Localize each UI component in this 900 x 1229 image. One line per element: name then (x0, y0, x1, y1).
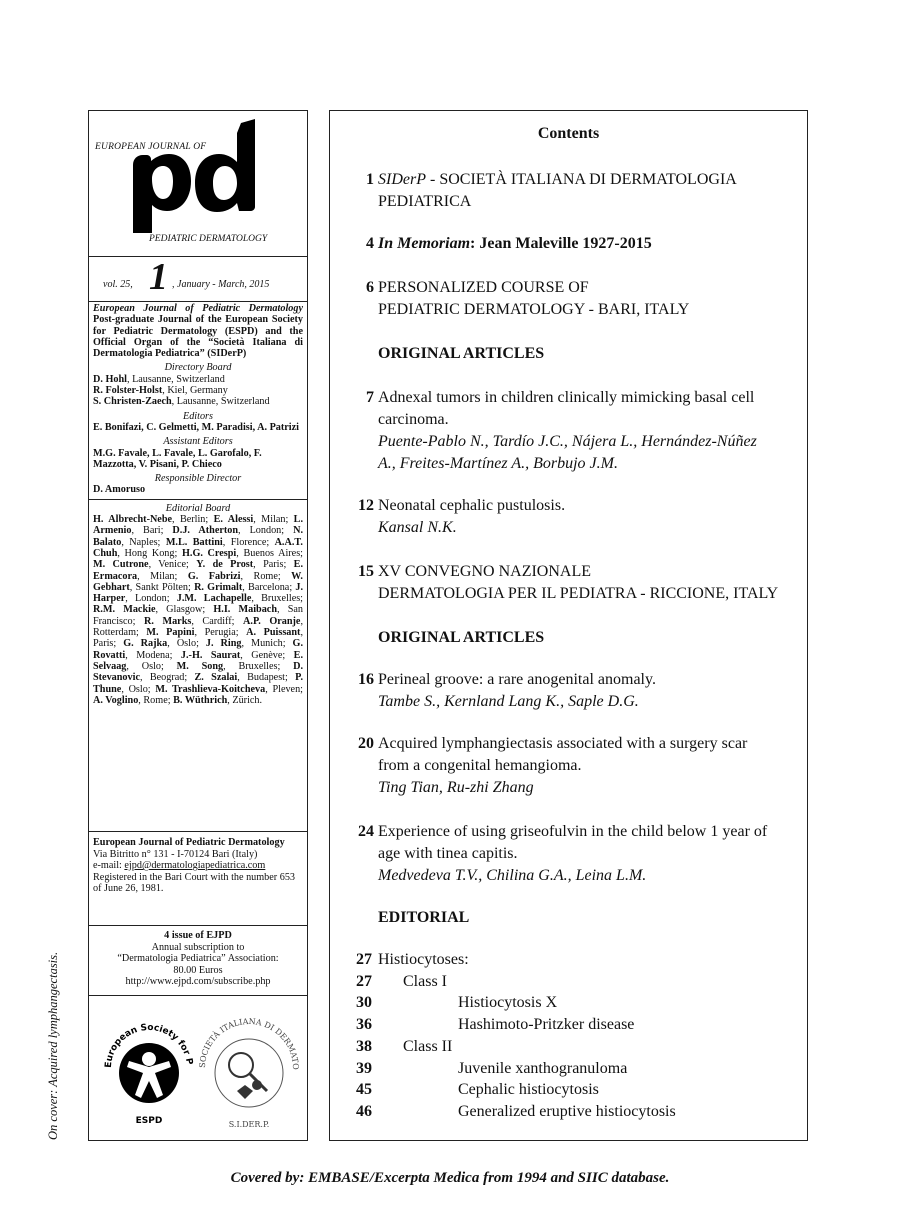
directory-board-header: Directory Board (164, 362, 232, 374)
editorial-board-member: H. Albrecht-Nebe (93, 514, 173, 526)
editorial-board-header: Editorial Board (165, 502, 231, 514)
index-entry[interactable]: Histiocytoses: (378, 951, 469, 968)
index-page-number: 27 (356, 951, 372, 968)
editorial-board-city: , Bari; (131, 525, 173, 537)
directory-board-list (93, 374, 303, 408)
editorial-board (89, 303, 307, 706)
entry-title: Neonatal cephalic pustulosis. Kansal N.K. (378, 495, 798, 539)
editorial-board-city: , Oslo; (167, 638, 206, 650)
svg-text:S.I.DER.P.: S.I.DER.P. (228, 1120, 270, 1129)
editorial-board-city: , Hong Kong; (117, 547, 182, 559)
index-entry[interactable]: Class I (403, 972, 447, 990)
contents-title: Contents (537, 125, 600, 142)
index-page-number: 27 (356, 972, 372, 990)
page-number: 20 (358, 735, 374, 752)
issue-number: 1 (149, 256, 168, 298)
editorial-board-member: H.I. Maibach (213, 604, 277, 616)
page-number: 15 (358, 563, 374, 580)
publisher-email-line: e-mail: ejpd@dermatologiapediatrica.com (93, 860, 266, 872)
editorial-board-city: , Oslo; (126, 660, 177, 672)
publisher-info (89, 833, 307, 899)
editorial-board-member: M. Cutrone (93, 559, 149, 571)
editorial-board-member: E. Ermacora (93, 559, 303, 582)
editorial-board-member: R.M. Mackie (93, 604, 156, 616)
editorial-board-city: , Perugia; (194, 627, 247, 639)
editorial-board-city: , Buenos Aires; (236, 547, 303, 559)
editorial-board-list (93, 514, 303, 706)
cover-note: On cover: Acquired lymphangectasis. (46, 951, 60, 1140)
editorial-board-city: , Modena; (125, 649, 181, 661)
editorial-board-city: , Munich; (241, 638, 293, 650)
index-entry[interactable]: Generalized eruptive histiocytosis (458, 1102, 676, 1120)
page-number: 4 (366, 235, 374, 252)
editorial-board-city: , Paris; (253, 559, 294, 571)
pd-logo-icon (127, 119, 257, 237)
svg-text:SOCIETÀ ITALIANA DI DERMATOLOG: SOCIETÀ ITALIANA DI DERMATO (197, 1016, 301, 1070)
editorial-board-member: E. Alessi (213, 514, 254, 526)
editorial-board-member: R. Marks (144, 615, 192, 627)
page-number: 1 (366, 171, 374, 188)
editorial-board-member: J. Ring (205, 638, 242, 650)
espd-logo-icon (89, 995, 194, 1126)
subscription-line1: Annual subscription to (151, 941, 245, 953)
editorial-board-member: Y. de Prost (196, 559, 254, 571)
subscription-price: 80.00 Euros (173, 964, 223, 976)
index-page-number: 46 (356, 1102, 372, 1120)
subscription-title: 4 issue of EJPD (164, 930, 232, 941)
editorial-board-city: , Budapest; (237, 672, 296, 684)
editorial-board-member: G. Fabrizi (187, 570, 241, 582)
entry-title: Experience of using griseofulvin in the child below 1 year of age with tinea capitis. Medvedeva T.V., Chilina G.A., Leina L.M. (378, 821, 798, 887)
subscription-url[interactable]: http://www.ejpd.com/subscribe.php (125, 976, 271, 988)
publisher-email-link[interactable]: ejpd@dermatologiapediatrica.com (124, 860, 266, 872)
editorial-board-city: , Rotterdam; (93, 615, 304, 639)
contents-panel: Contents 1 SIDerP - SOCIETÀ ITALIANA DI DERMATOLOGIA PEDIATRICA 4 In Memoriam: Jean Maleville 1927-2015 6 PERSONALIZED COURSE OF PEDIATRIC DERMATOLOGY - BARI, ITALY ORIGINAL ARTICLES 7 Adnexal tumors in children clinically mimicking basal cell carcinoma. Puente-Pablo N., Tardío J.C., Nájera L., Hernández-Núñez A., Freites-Martínez A., Borbujo J.M. 12 Neonatal cephalic pustulosis. Kansal N.K. 15 XV CONVEGNO NAZIONALE DERMATOLOGIA PER IL PEDIATRA - RICCIONE, ITALY ORIGINAL ARTICLES 16 Perineal groove: a rare anogenital anomaly. Tambe S., Kernland Lang K., Saple D.G. 20 Acquired lymphangiectasis associated with a surgery scar from a congenital hemangioma. Ting Tian, Ru-zhi Zhang 24 Experience of using griseofulvin in the child below 1 year of age with tinea capitis. Medvedeva T.V., Chilina G.A., Leina L.M. EDITORIAL 27 Histiocytoses: 27 Class I 30 Histiocytosis X 36 Hashimoto-Pritzker disease 38 Class II 39 Juvenile xanthogranuloma 45 Cephalic histiocytosis 46 Generalized eruptive histiocytosis (329, 110, 808, 1141)
editorial-board-city: , San Francisco; (93, 604, 303, 627)
index-entry[interactable]: Hashimoto-Pritzker disease (458, 1016, 635, 1034)
volume-label: vol. 25, (103, 279, 133, 290)
index-entry[interactable]: Juvenile xanthogranuloma (458, 1059, 628, 1077)
subscription-line2: “Dermatologia Pediatrica” Association: (117, 953, 279, 965)
editorial-board-city: , Genève; (240, 649, 294, 661)
index-page-number: 39 (356, 1059, 372, 1077)
editors-header: Editors (182, 410, 213, 422)
index-entry[interactable]: Cephalic histiocytosis (458, 1081, 599, 1099)
page-number: 6 (366, 279, 374, 296)
editorial-board-city: , Milan; (137, 570, 188, 582)
editorial-board-member: N. Balato (93, 525, 304, 548)
editorial-board-member: J.-H. Saurat (180, 649, 241, 661)
editorial-board-member: L. Armenio (93, 514, 304, 537)
editorial-board-member: J.M. Lachapelle (176, 593, 252, 605)
volume-line (89, 257, 307, 299)
directory-board-member: R. Folster-Holst, Kiel, Germany (93, 385, 228, 397)
editorial-board-member: M. Trashlieva-Koitcheva (155, 683, 266, 695)
entry-title: Acquired lymphangiectasis associated with a surgery scar from a congenital hemangioma. Ting Tian, Ru-zhi Zhang (378, 733, 798, 799)
svg-text:ESPD: ESPD (135, 1116, 163, 1126)
page-number: 16 (358, 671, 374, 688)
editorial-board-city: , Cardiff; (191, 615, 244, 627)
entry-title: Adnexal tumors in children clinically mimicking basal cell carcinoma. Puente-Pablo N., Tardío J.C., Nájera L., Hernández-Núñez A., Freites-Martínez A., Borbujo J.M. (378, 387, 798, 475)
directory-board-member: S. Christen-Zaech, Lausanne, Switzerland (93, 396, 270, 408)
entry-title: XV CONVEGNO NAZIONALE DERMATOLOGIA PER IL PEDIATRA - RICCIONE, ITALY (378, 563, 779, 602)
journal-description: European Journal of Pediatric Dermatology Post-graduate Journal of the European Society for Pediatric Dermatology (ESPD) and the Official Organ of the “Società Italiana di Dermatologia Pediatrica” (SIDerP) (93, 303, 303, 360)
index-page-number: 45 (356, 1081, 372, 1099)
editorial-board-member: B. Wüthrich (173, 694, 228, 706)
divider (89, 831, 307, 832)
masthead-panel (88, 110, 308, 1141)
editorial-board-city: , Bruxelles; (251, 593, 304, 605)
page-number: 7 (366, 389, 374, 406)
entry-authors: Medvedeva T.V., Chilina G.A., Leina L.M. (378, 867, 647, 884)
editorial-board-member: A.P. Oranje (243, 615, 301, 627)
editorial-board-member: M.L. Battini (165, 536, 223, 548)
entry-title: PERSONALIZED COURSE OF PEDIATRIC DERMATOLOGY - BARI, ITALY (378, 279, 690, 318)
entry-title: Perineal groove: a rare anogenital anomaly. Tambe S., Kernland Lang K., Saple D.G. (378, 669, 798, 713)
registration-note: Registered in the Bari Court with the number 653 of June 26, 1981. (93, 871, 296, 895)
editorial-board-city: , London; (238, 525, 294, 537)
page-number: 24 (358, 823, 374, 840)
index-entry[interactable]: Histiocytosis X (458, 994, 558, 1012)
editorial-board-member: J. Harper (93, 581, 304, 605)
editorial-board-city: , Pleven; (265, 683, 303, 695)
editorial-board-city: , Berlin; (172, 514, 214, 526)
editorial-board-city: , London; (125, 593, 177, 605)
editorial-board-city: , Sankt Pölten; (129, 581, 195, 593)
editorial-board-city: , Milan; (253, 514, 294, 526)
editorial-board-member: G. Rajka (123, 638, 168, 650)
index-entry[interactable]: Class II (403, 1037, 453, 1055)
responsible-director-name: D. Amoruso (93, 484, 146, 496)
svg-text:European Society for Pediatric: European Society for P (103, 1022, 194, 1069)
logo-bottom-text: PEDIATRIC DERMATOLOGY (149, 234, 268, 244)
editorial-board-member: R. Grimalt (194, 581, 243, 593)
index-page-number: 38 (356, 1037, 372, 1055)
society-logos-icon (89, 995, 307, 1141)
editorial-board-city: , Venice; (148, 559, 197, 571)
entry-authors: Kansal N.K. (378, 519, 457, 536)
editorial-board-city: , Paris; (93, 627, 303, 650)
editorial-board-member: A. Voglino (93, 694, 139, 706)
editorial-board-city: , Zürich. (227, 694, 263, 706)
index-page-number: 30 (356, 994, 372, 1012)
publisher-address: Via Bitritto n° 131 - I-70124 Bari (Italy) (93, 848, 258, 860)
editorial-board-member: Z. Szalai (194, 672, 238, 684)
index-page-number: 36 (356, 1016, 372, 1034)
editorial-board-member: A.A.T. Chuh (93, 536, 303, 559)
editorial-board-city: , Naples; (121, 536, 166, 548)
entry-authors: Ting Tian, Ru-zhi Zhang (378, 779, 534, 796)
editorial-board-city: , Rome; (240, 570, 292, 582)
editorial-board-city: , Rome; (138, 694, 174, 706)
entry-title: SIDerP - SOCIETÀ ITALIANA DI DERMATOLOGIA PEDIATRICA (378, 171, 737, 210)
directory-board-member: D. Hohl, Lausanne, Switzerland (93, 373, 225, 385)
divider (89, 499, 307, 500)
logo-top-text: EUROPEAN JOURNAL OF (95, 142, 207, 152)
assistant-editors-header: Assistant Editors (163, 436, 233, 448)
entry-authors: Tambe S., Kernland Lang K., Saple D.G. (378, 693, 639, 710)
divider (89, 301, 307, 302)
editorial-board-city: , Florence; (222, 536, 275, 548)
editors-list: E. Bonifazi, C. Gelmetti, M. Paradisi, A. Patrizi (93, 421, 299, 433)
entry-authors: A., Freites-Martínez A., Borbujo J.M. (378, 455, 618, 472)
editorial-board-member: A. Puissant (246, 627, 301, 639)
editorial-board-city: , Glasgow; (155, 604, 214, 616)
responsible-director-header: Responsible Director (154, 473, 242, 485)
publisher-name: European Journal of Pediatric Dermatology (93, 837, 285, 848)
editorial-board-member: W. Gebhart (93, 570, 303, 593)
editorial-board-member: D. Stevanovic (93, 660, 304, 684)
subscription-info (89, 926, 307, 992)
entry-title: In Memoriam: Jean Maleville 1927-2015 (378, 235, 652, 252)
editorial-board-member: H.G. Crespi (181, 547, 237, 559)
editorial-board-city: , Bruxelles; (223, 660, 294, 672)
society-logos (89, 995, 307, 1141)
entry-authors: Puente-Pablo N., Tardío J.C., Nájera L., Hernández-Núñez (378, 433, 757, 450)
editorial-board-member: M. Song (176, 660, 224, 672)
assistant-editors-list: M.G. Favale, L. Favale, L. Garofalo, F. Mazzotta, V. Pisani, P. Chieco (93, 447, 262, 470)
journal-logo (89, 111, 307, 256)
editorial-board-member: P. Thune (93, 672, 303, 695)
editorial-board-city: , Oslo; (121, 683, 156, 695)
siderp-logo-icon (89, 995, 300, 1129)
page-number: 12 (358, 497, 374, 514)
issue-period: , January - March, 2015 (172, 279, 270, 290)
editorial-board-city: , Beograd; (139, 672, 195, 684)
editorial-board-member: G. Rovatti (93, 638, 303, 661)
editorial-board-city: , Barcelona; (242, 581, 296, 593)
editorial-board-member: D.J. Atherton (172, 525, 239, 537)
editorial-board-member: E. Selvaag (93, 649, 303, 672)
indexing-footer: Covered by: EMBASE/Excerpta Medica from 1994 and SIIC database. (230, 1170, 670, 1186)
editorial-board-member: M. Papini (146, 627, 195, 639)
